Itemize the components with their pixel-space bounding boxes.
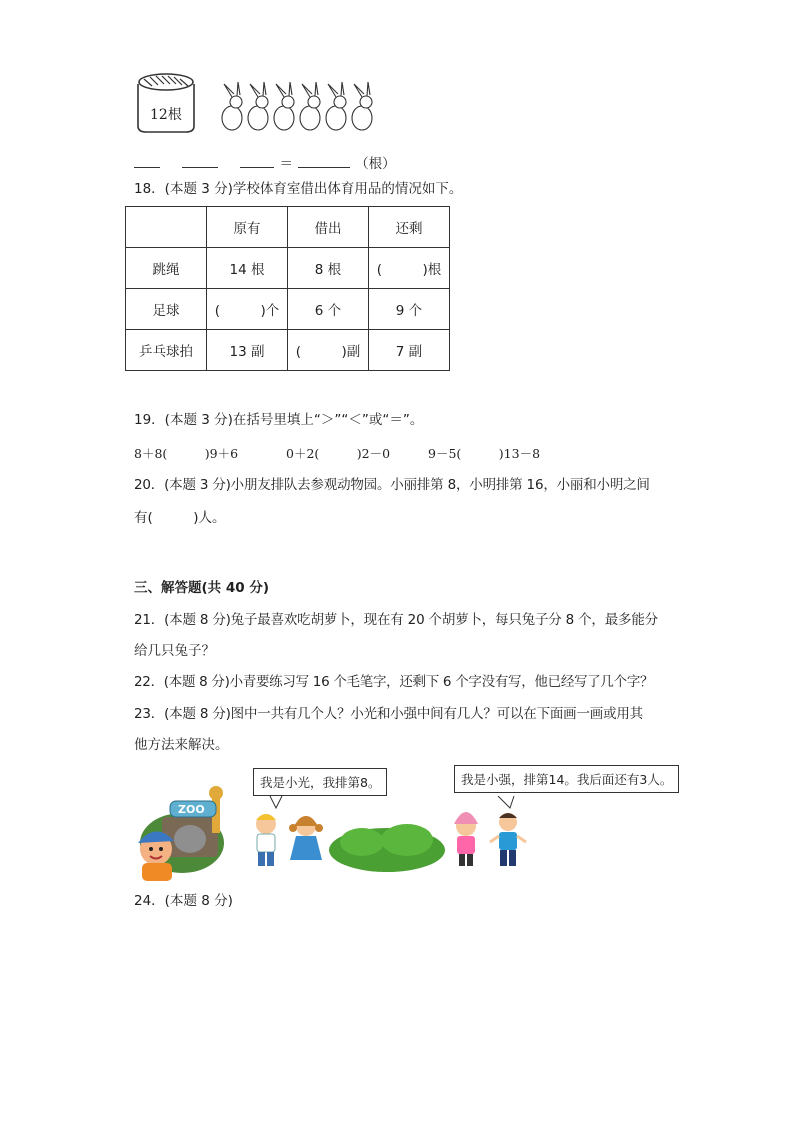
q20-line-2[interactable]: 有( )人。 <box>134 510 226 526</box>
q19-item-2[interactable]: 0＋2( )2－0 <box>286 446 391 461</box>
table-cell: 跳绳 <box>126 248 207 289</box>
q19-title: 19．(本题 3 分)在括号里填上“＞”“＜”或“＝”。 <box>134 412 424 428</box>
table-cell-blank[interactable]: ( )个 <box>207 289 288 330</box>
table-row <box>126 330 450 371</box>
speech-bubble-xiaoguang: 我是小光，我排第8。 <box>253 768 387 796</box>
section-title: 三、解答题(共 40 分) <box>134 580 270 596</box>
answer-blank-3[interactable] <box>240 153 274 168</box>
answer-blank-2[interactable] <box>182 153 218 168</box>
rabbits-figure <box>218 82 390 136</box>
table-cell: 足球 <box>126 289 207 330</box>
basket-icon <box>134 70 198 134</box>
zoo-gate-illustration <box>132 783 232 881</box>
q18-title: 18．(本题 3 分)学校体育室借出体育用品的情况如下。 <box>134 181 463 197</box>
q21-line-1: 21．(本题 8 分)兔子最喜欢吃胡萝卜，现在有 20 个胡萝卜，每只兔子分 8 个，最多能分 <box>134 612 658 628</box>
table-cell: 14 根 <box>207 248 288 289</box>
table-row <box>126 289 450 330</box>
table-row <box>126 248 450 289</box>
table-cell: 9 个 <box>369 289 450 330</box>
speech-bubble-xiaoqiang: 我是小强，排第14。我后面还有3人。 <box>454 765 679 793</box>
equals-sign: ＝ <box>279 156 293 172</box>
table-header: 借出 <box>288 207 369 248</box>
table-header: 原有 <box>207 207 288 248</box>
q22-line: 22．(本题 8 分)小青要练习写 16 个毛笔字，还剩下 6 个字没有写，他已经写了几个字？ <box>134 674 654 690</box>
zoo-sign-text: ZOO <box>178 803 205 816</box>
table-cell: 6 个 <box>288 289 369 330</box>
table-cell: 乒乓球拍 <box>126 330 207 371</box>
q19-item-1[interactable]: 8＋8( )9＋6 <box>134 446 239 461</box>
q23-line-2: 他方法来解决。 <box>134 737 229 753</box>
q21-line-2: 给几只兔子？ <box>134 643 215 659</box>
carrot-basket-figure <box>134 70 198 134</box>
table-cell-blank[interactable]: ( )副 <box>288 330 369 371</box>
q23-line-1: 23．(本题 8 分)图中一共有几个人？小光和小强中间有几人？可以在下面画一画或用其 <box>134 706 643 722</box>
answer-blank-1[interactable] <box>134 153 160 168</box>
table-cell-blank[interactable]: ( )根 <box>369 248 450 289</box>
children-row-illustration <box>242 796 532 874</box>
table-header <box>126 207 207 248</box>
rabbits-icon <box>218 82 390 136</box>
table-cell: 13 副 <box>207 330 288 371</box>
table-header: 还剩 <box>369 207 450 248</box>
q19-item-3[interactable]: 9－5( )13－8 <box>428 446 541 461</box>
table-header-row <box>126 207 450 248</box>
table-cell: 8 根 <box>288 248 369 289</box>
children-bush-icon <box>242 796 532 874</box>
table-cell: 7 副 <box>369 330 450 371</box>
q24-title: 24．(本题 8 分) <box>134 893 233 909</box>
zoo-gate-icon <box>132 783 232 881</box>
sport-equipment-table <box>125 206 450 371</box>
unit-label: （根） <box>355 156 396 172</box>
basket-label: 12根 <box>150 107 182 123</box>
answer-blank-4[interactable] <box>298 153 350 168</box>
top-equation <box>134 153 396 172</box>
q20-line-1: 20．(本题 3 分)小朋友排队去参观动物园。小丽排第 8，小明排第 16，小丽和小明之间 <box>134 477 650 493</box>
